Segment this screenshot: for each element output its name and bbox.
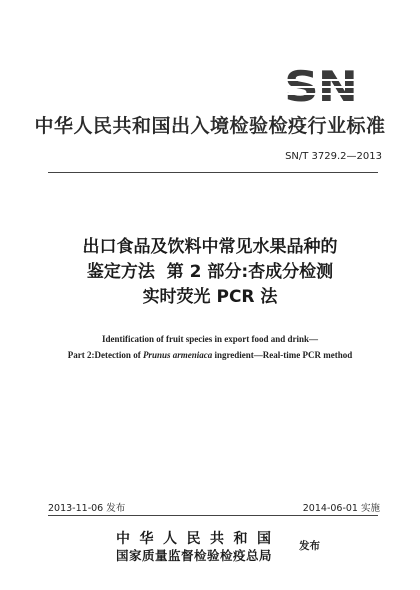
- header-rule: [48, 172, 378, 173]
- title-cn-line2: 鉴定方法 第 2 部分:杏成分检测: [86, 262, 334, 282]
- title-cn-line1: 出口食品及饮料中常见水果品种的: [82, 237, 338, 257]
- title-en-line2-pre: Part 2:Detection of: [67, 350, 143, 360]
- footer-rule: [48, 515, 378, 516]
- logo-stripe: [282, 93, 378, 95]
- issuer-country: 中华人民共和国: [116, 531, 281, 547]
- logo-stripe: [282, 86, 378, 88]
- standard-code: SN/T 3729.2—2013: [285, 151, 382, 162]
- issue-date: 2013-11-06 发布: [48, 503, 126, 514]
- issued-label: 发布: [299, 540, 320, 552]
- standard-category-title: 中华人民共和国出入境检验检疫行业标准: [34, 115, 386, 137]
- title-en-line1: Identification of fruit species in export food and drink—: [101, 334, 318, 344]
- title-en-line2-post: ingredient—Real-time PCR method: [212, 350, 353, 360]
- logo-stripe: [282, 79, 378, 81]
- issuing-authority: [116, 530, 281, 564]
- title-cn-line3: 实时荧光 PCR 法: [142, 287, 278, 307]
- implementation-date: 2014-06-01 实施: [302, 503, 380, 514]
- title-en-line2: [0, 350, 420, 360]
- issuer-agency: 国家质量监督检验检疫总局: [116, 548, 273, 563]
- title-en-species: Prunus armeniaca: [142, 350, 213, 360]
